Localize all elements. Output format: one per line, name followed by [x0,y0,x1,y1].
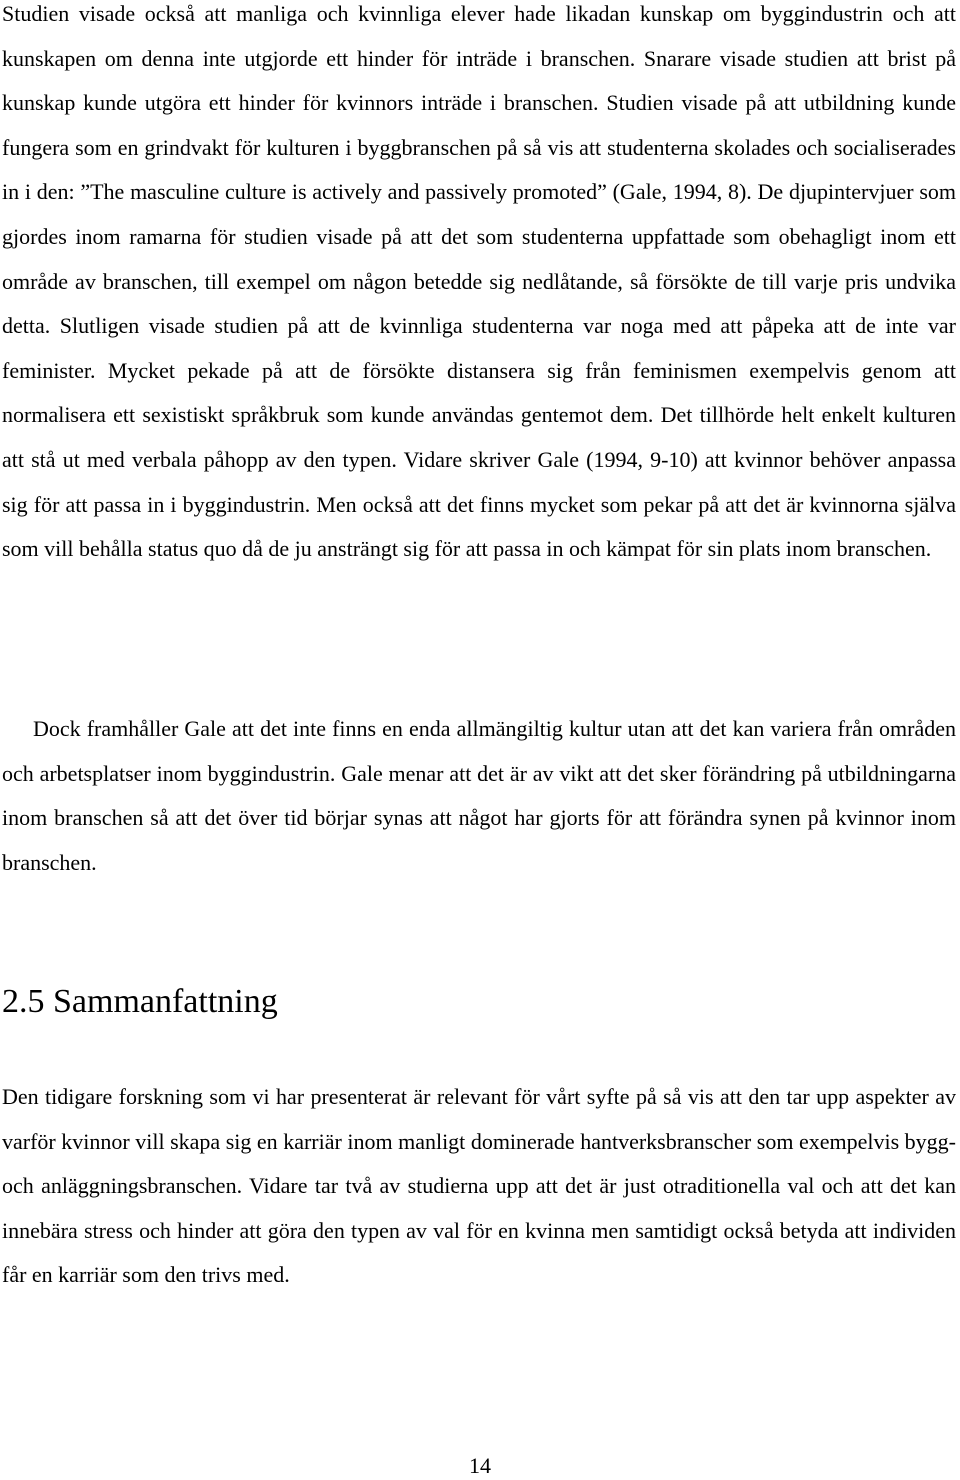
page-number: 14 [469,1453,491,1478]
section-heading: 2.5 Sammanfattning [2,983,278,1020]
body-paragraph: Studien visade också att manliga och kvinnliga elever hade likadan kunskap om byggindustrin och att kunskapen om denna inte utgjorde ett hinder för inträde i branschen. Snarare visade studien att brist på kunskap kunde utgöra ett hinder för kvinnors inträde i branschen. Studien visade på att utbildning kunde fungera som en grindvakt för kulturen i byggbranschen på så vis att studenterna skolades och socialiserades in i den: ”The masculine culture is actively and passively promoted” (Gale, 1994, 8). De djupintervjuer som gjordes inom ramarna för studien visade på att det som studenterna uppfattade som obehagligt inom ett område av branschen, till exempel om någon betedde sig nedlåtande, så försökte de till varje pris undvika detta. Slutligen visade studien på att de kvinnliga studenterna var noga med att påpeka att de inte var feminister. Mycket pekade på att de försökte distansera sig från feminismen exempelvis genom att normalisera ett sexistiskt språkbruk som kunde användas gentemot dem. Det tillhörde helt enkelt kulturen att stå ut med verbala påhopp av den typen. Vidare skriver Gale (1994, 9-10) att kvinnor behöver anpassa sig för att passa in i byggindustrin. Men också att det finns mycket som pekar på att det är kvinnorna själva som vill behålla status quo då de ju ansträngt sig för att passa in och kämpat för sin plats inom branschen. [2,1,956,562]
body-paragraph: Dock framhåller Gale att det inte finns en enda allmängiltig kultur utan att det kan variera från områden och arbetsplatser inom byggindustrin. Gale menar att det är av vikt att det sker förändring på utbildningarna inom branschen så att det över tid börjar synas att något har gjorts för att förändra synen på kvinnor inom branschen. [2,716,956,875]
body-paragraph: Den tidigare forskning som vi har presenterat är relevant för vårt syfte på så vis att den tar upp aspekter av varför kvinnor vill skapa sig en karriär inom manligt dominerade hantverksbranscher som exempelvis bygg- och anläggningsbranschen. Vidare tar två av studierna upp att det är just otraditionella val och att det kan innebära stress och hinder att göra den typen av val för en kvinna men samtidigt också betyda att individen får en karriär som den trivs med. [2,1084,956,1288]
